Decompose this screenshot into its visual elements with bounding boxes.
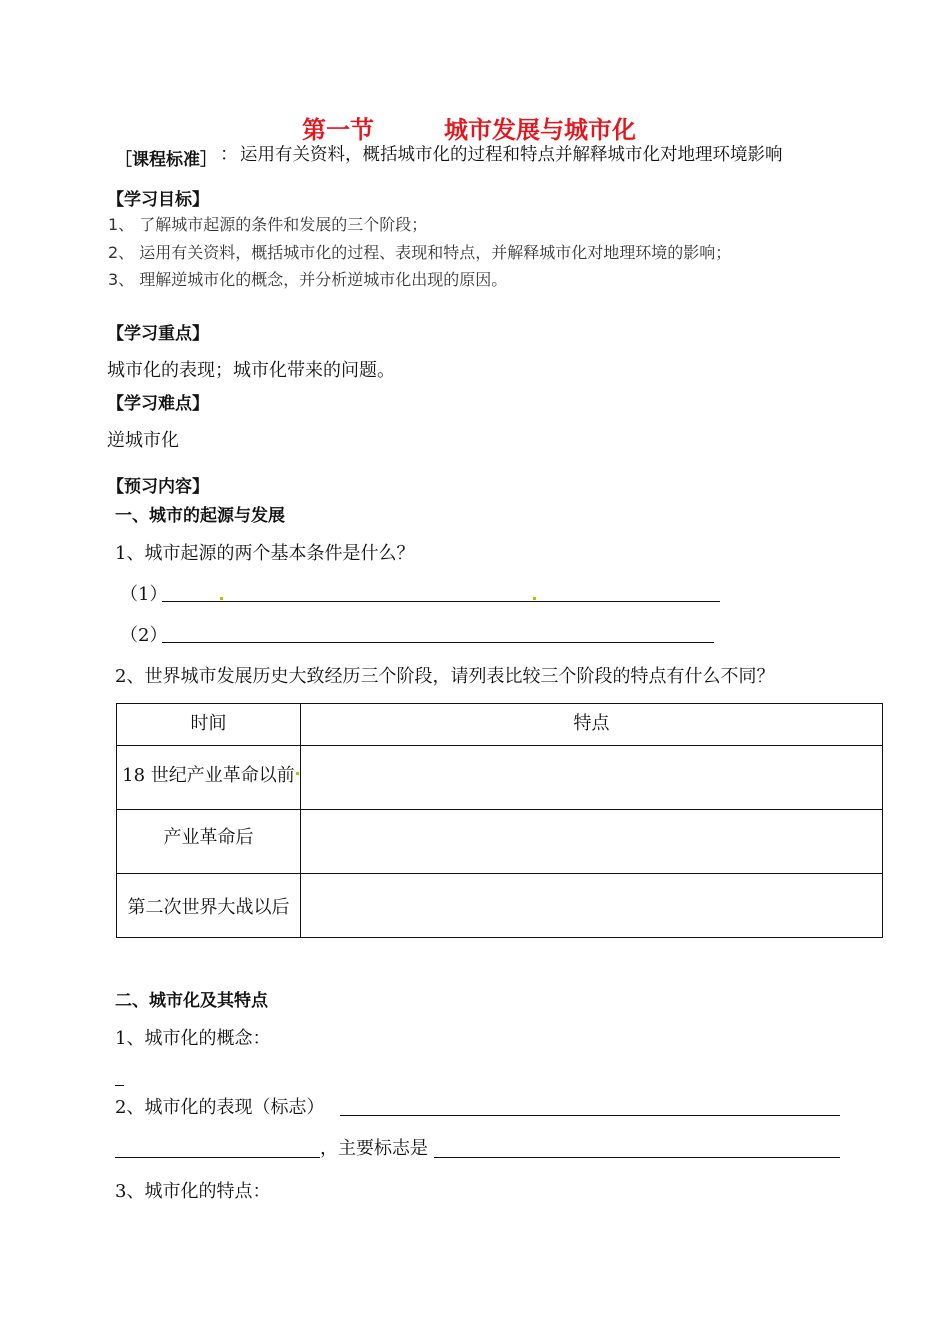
objective-item-3: 3、 理解逆城市化的概念，并分析逆城市化出现的原因。 xyxy=(108,270,508,289)
stages-comparison-table xyxy=(116,703,883,938)
table-header-time: 时间 xyxy=(117,704,301,746)
mark-dot xyxy=(220,597,223,600)
difficulties-heading: 【学习难点】 xyxy=(107,394,209,414)
page-title: 城市发展与城市化 xyxy=(444,116,636,144)
table-cell-stage: 18 世纪产业革命以前 xyxy=(117,746,301,810)
part2-question-1: 1、城市化的概念： xyxy=(115,1028,271,1049)
key-points-heading: 【学习重点】 xyxy=(107,324,209,344)
part2-question-2b: ，主要标志是 xyxy=(320,1138,428,1159)
difficulties-text: 逆城市化 xyxy=(107,430,179,451)
part2-title: 二、城市化及其特点 xyxy=(115,991,268,1011)
table-cell-answer[interactable] xyxy=(301,874,883,938)
part1-question-1: 1、城市起源的两个基本条件是什么？ xyxy=(115,543,415,564)
answer-blank-1-line[interactable] xyxy=(162,601,720,602)
table-row xyxy=(117,874,883,938)
mark-dot xyxy=(533,597,536,600)
mark-dot xyxy=(296,772,299,775)
objective-item-2: 2、 运用有关资料，概括城市化的过程、表现和特点，并解释城市化对地理环境的影响； xyxy=(108,243,732,262)
answer-blank-1-label: （1） xyxy=(120,584,168,605)
part1-title: 一、城市的起源与发展 xyxy=(115,506,285,526)
preview-heading: 【预习内容】 xyxy=(107,477,209,497)
table-cell-answer[interactable] xyxy=(301,810,883,874)
part2-question-2: 2、城市化的表现（标志） xyxy=(115,1097,325,1118)
table-cell-stage: 产业革命后 xyxy=(117,810,301,874)
part2-question-3: 3、城市化的特点： xyxy=(115,1181,271,1202)
table-cell-stage: 第二次世界大战以后 xyxy=(117,874,301,938)
table-cell-answer[interactable] xyxy=(301,746,883,810)
answer-blank-expression-cont[interactable] xyxy=(115,1157,320,1158)
answer-blank-2-label: （2） xyxy=(120,625,168,646)
course-standard-text: 运用有关资料，概括城市化的过程和特点并解释城市化对地理环境影响 xyxy=(240,145,783,165)
answer-blank-2-line[interactable] xyxy=(162,642,714,643)
course-standard-label: ［课程标准］ xyxy=(115,150,217,170)
table-row xyxy=(117,746,883,810)
table-row xyxy=(117,810,883,874)
answer-blank-expression[interactable] xyxy=(340,1115,840,1116)
answer-blank-main-sign[interactable] xyxy=(434,1157,840,1158)
objective-item-1: 1、 了解城市起源的条件和发展的三个阶段； xyxy=(108,215,428,234)
page-title-section: 第一节 xyxy=(302,116,374,144)
table-header-features: 特点 xyxy=(301,704,883,746)
answer-blank-concept[interactable] xyxy=(115,1085,124,1086)
objectives-heading: 【学习目标】 xyxy=(107,190,209,210)
course-standard-sep: ： xyxy=(220,144,238,165)
part1-question-2: 2、世界城市发展历史大致经历三个阶段，请列表比较三个阶段的特点有什么不同？ xyxy=(115,666,775,687)
key-points-text: 城市化的表现；城市化带来的问题。 xyxy=(107,360,395,381)
